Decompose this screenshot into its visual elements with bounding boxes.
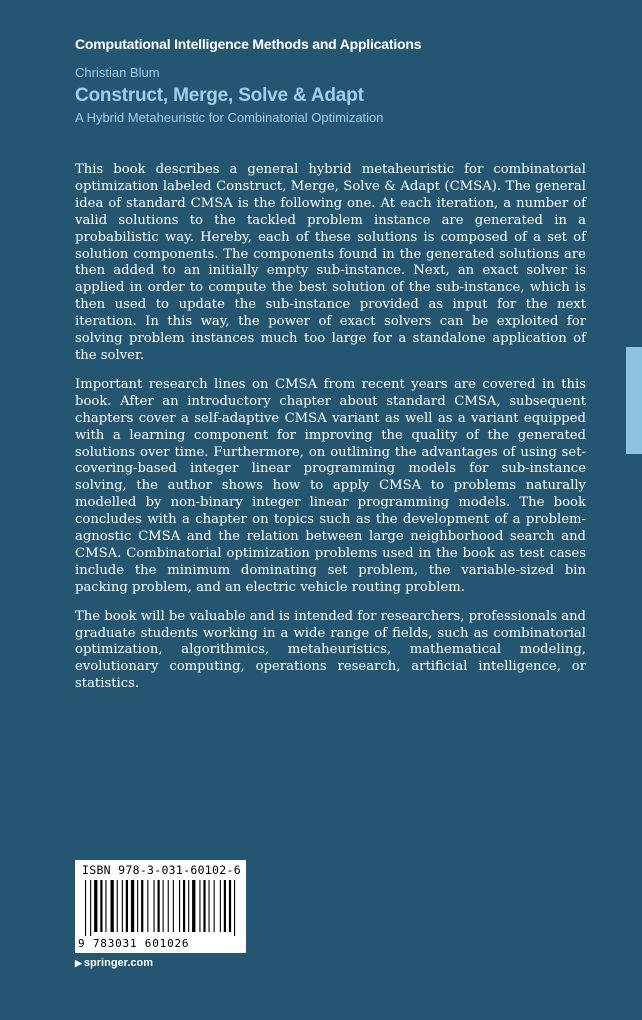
barcode-bar xyxy=(179,880,180,932)
barcode-bar xyxy=(94,880,97,932)
barcode-bar xyxy=(203,880,205,932)
barcode-bar xyxy=(168,880,169,932)
barcode-digits: 9 783031 601026 xyxy=(78,937,190,950)
barcode-bar xyxy=(224,880,226,932)
blurb-paragraph-2: Important research lines on CMSA from recent years are covered in this book. After an introductory chapter about standard CMSA, subsequent chapters cover a self-adaptive CMSA variant as well as a variant equipped with a learning component for improving the quality of the generated solutions over time. Furthermore, on outlining the advantages of using set-covering-based integer linear programming models for sub-instance solving, the author shows how to apply CMSA to problems naturally modelled by non-binary integer linear programming models. The book concludes with a chapter on topics such as the development of a problem-agnostic CMSA and the relation between large neighborhood search and CMSA. Combinatorial optimization problems used in the book as test cases include the minimum dominating set problem, the variable-sized bin packing problem, and an electric vehicle routing problem. xyxy=(75,376,586,595)
barcode-bar xyxy=(163,880,164,932)
barcode-bar xyxy=(220,880,221,932)
barcode-bar xyxy=(173,880,174,932)
barcode-bar xyxy=(90,880,91,936)
barcode-bar xyxy=(214,880,215,932)
blurb-paragraph-1: This book describes a general hybrid metaheuristic for combinatorial optimization labeled Construct, Merge, Solve & Adapt (CMSA). The general idea of standard CMSA is the following one. At each iteration, a number of valid solutions to the tackled problem instance are generated in a probabilistic way. Hereby, each of these solutions is composed of a set of solution components. The components found in the generated solutions are then added to an initially empty sub-instance. Next, an exact solver is applied in order to compute the best solution of the sub-instance, which is then used to update the sub-instance provided as input for the next iteration. In this way, the power of exact solvers can be exploited for solving problem instances much too large for a standalone application of the solver. xyxy=(75,162,586,363)
blurb-paragraph-3: The book will be valuable and is intended for researchers, professionals and graduate students working in a wide range of fields, such as combinatorial optimization, algorithmics, metaheuristics, mathematical modeling, evolutionary computing, operations research, artificial intelligence, or statistics. xyxy=(75,608,586,692)
barcode-bar xyxy=(188,880,189,932)
barcode-bar xyxy=(122,880,123,932)
book-title: Construct, Merge, Solve & Adapt xyxy=(75,85,364,106)
arrow-right-icon: ▶ xyxy=(75,958,82,968)
barcode-bar xyxy=(183,880,185,932)
book-blurb xyxy=(75,162,586,705)
author-name: Christian Blum xyxy=(75,65,160,80)
barcode-bar xyxy=(137,880,138,932)
barcode-bar xyxy=(100,880,102,932)
barcode-bar xyxy=(105,880,106,932)
book-subtitle: A Hybrid Metaheuristic for Combinatorial Optimization xyxy=(75,110,384,125)
barcode-bar xyxy=(85,880,86,936)
series-name: Computational Intelligence Methods and Applications xyxy=(75,36,422,52)
barcode-bar xyxy=(199,880,200,932)
barcode-bar xyxy=(158,880,160,932)
publisher-label: springer.com xyxy=(83,957,153,969)
barcode-bar xyxy=(111,880,114,932)
spine-color-tab xyxy=(626,347,642,454)
barcode-bar xyxy=(192,880,195,932)
barcode-bar xyxy=(147,880,148,932)
barcode-bar xyxy=(131,880,134,932)
barcode-icon xyxy=(85,880,237,936)
barcode-bar xyxy=(117,880,118,932)
barcode-bar xyxy=(154,880,155,932)
barcode-bar xyxy=(126,880,128,932)
publisher-link[interactable] xyxy=(75,957,153,969)
barcode-block xyxy=(75,860,246,953)
barcode-bar xyxy=(209,880,210,932)
barcode-bar xyxy=(234,880,235,936)
isbn-label: ISBN 978-3-031-60102-6 xyxy=(82,863,241,877)
barcode-bar xyxy=(141,880,143,932)
barcode-bar xyxy=(229,880,231,932)
